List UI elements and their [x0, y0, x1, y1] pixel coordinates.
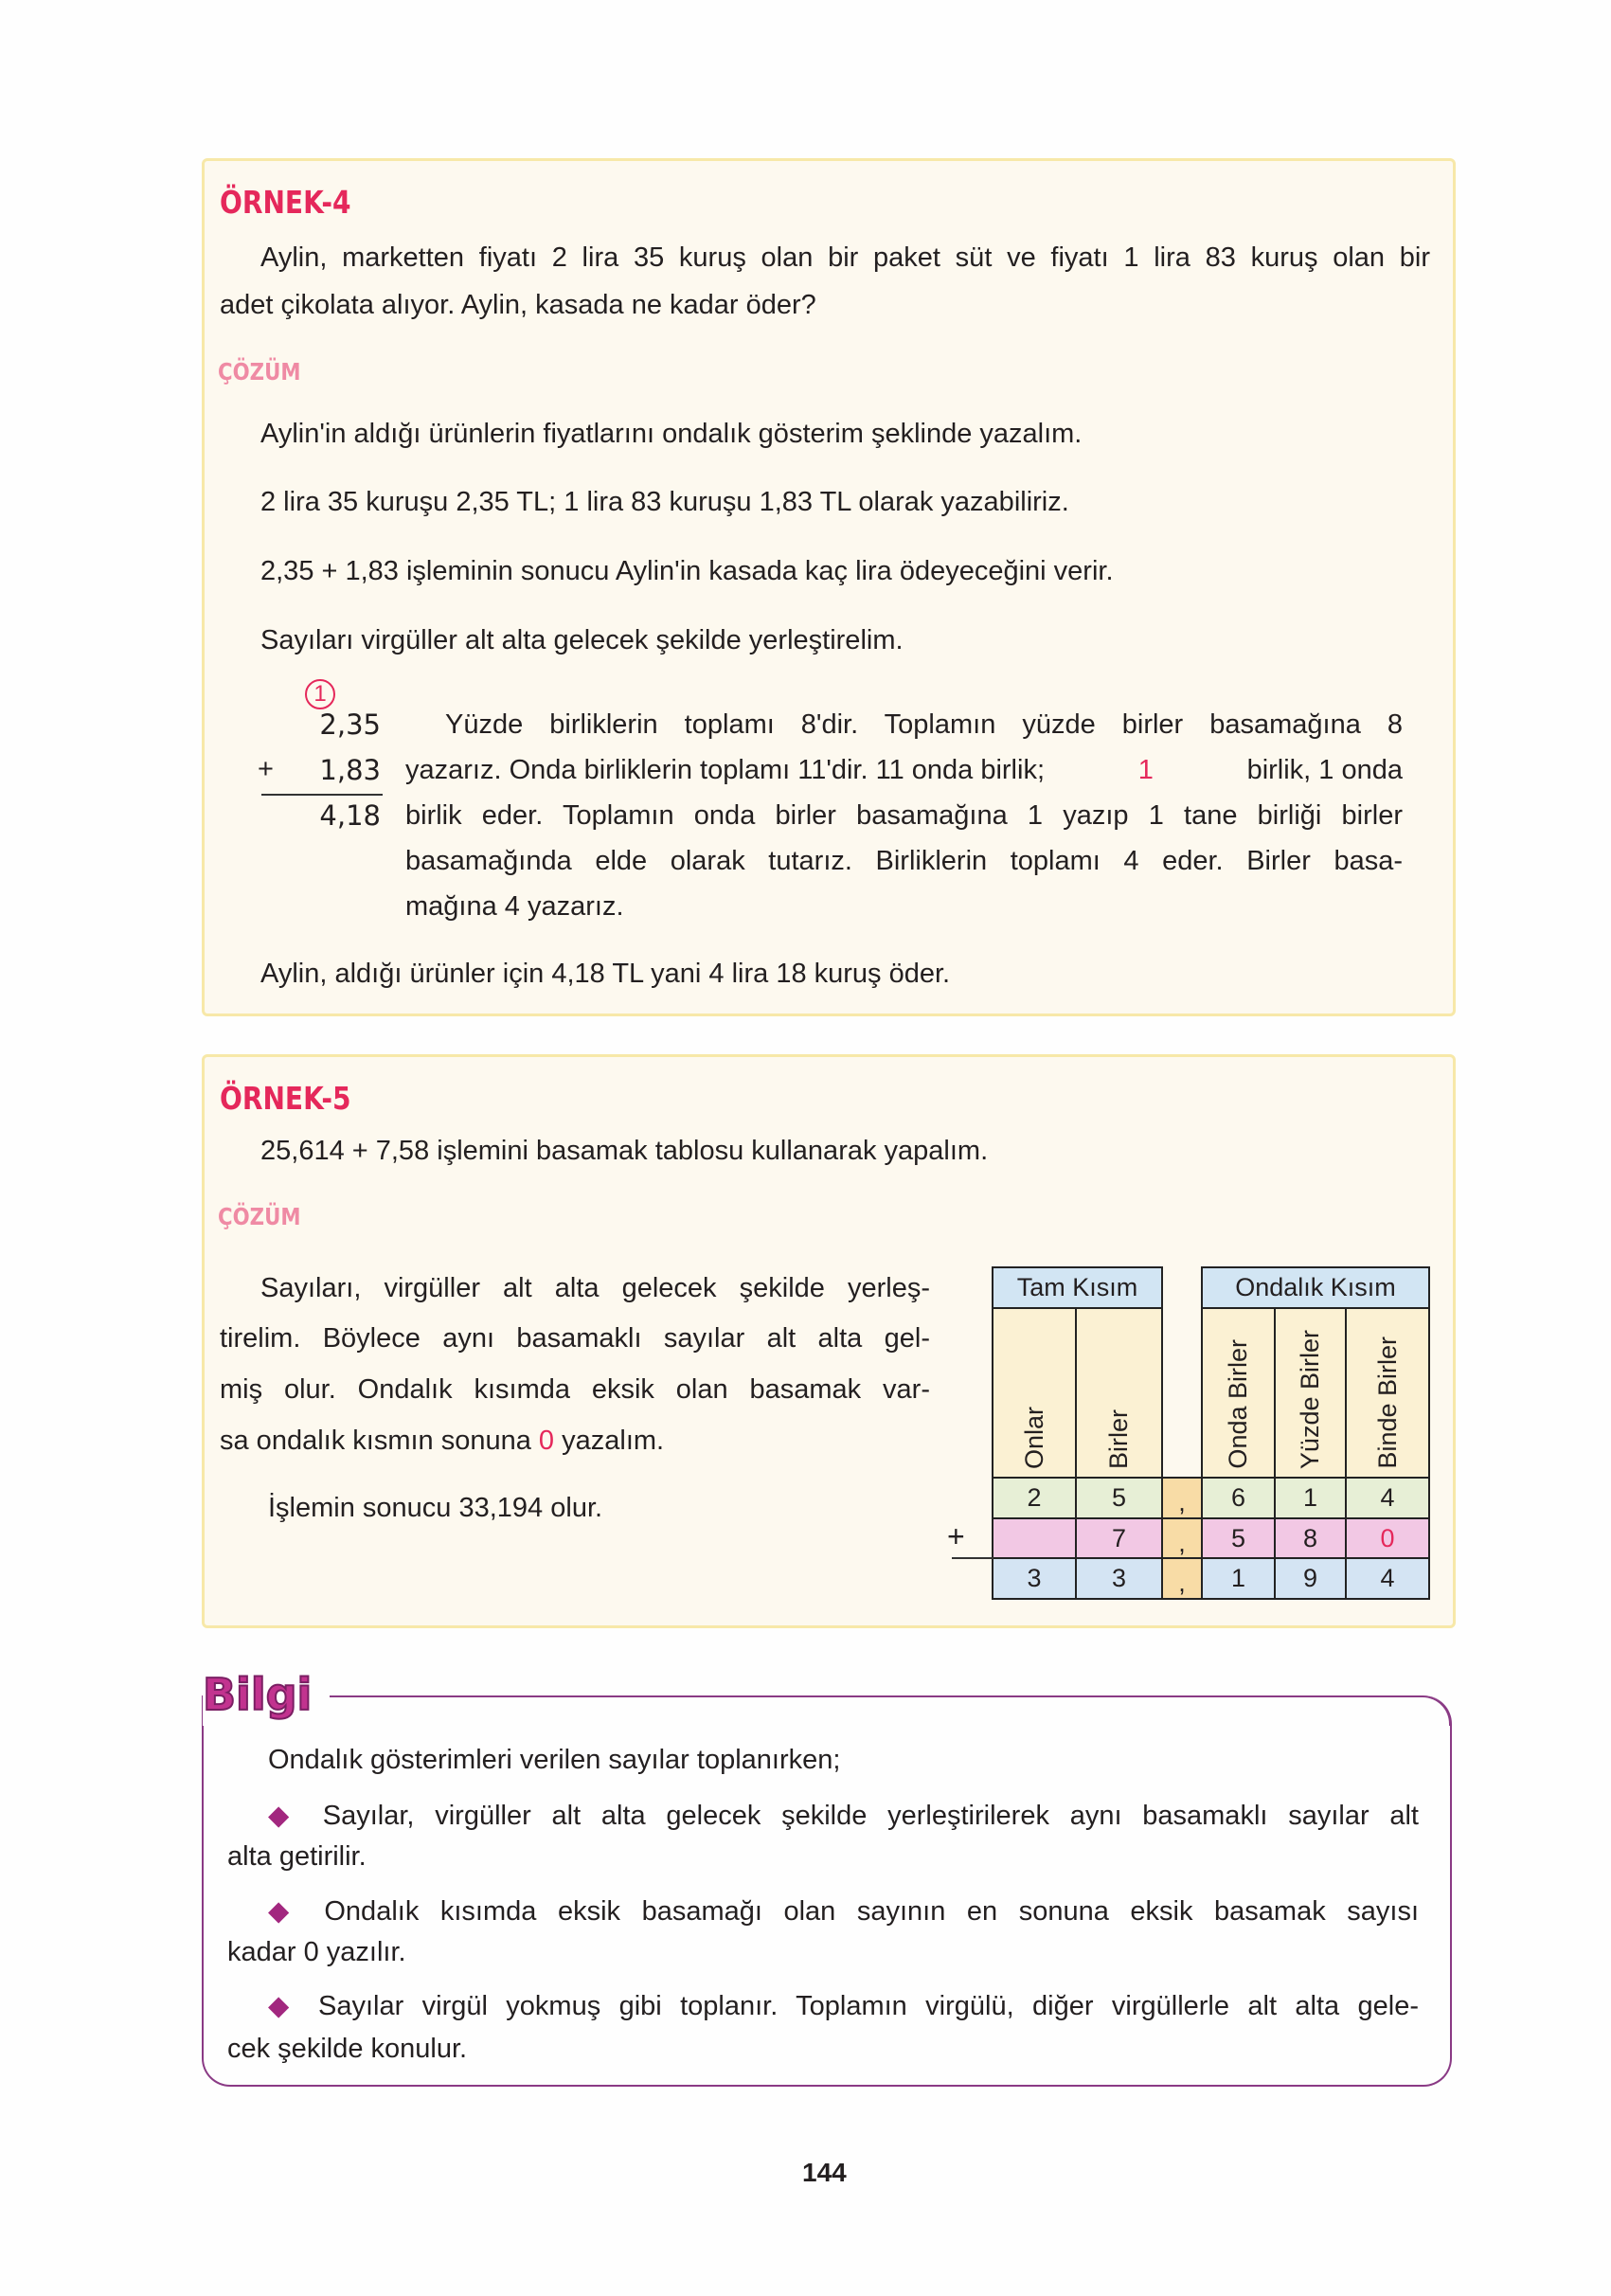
table-cell: 5 — [1075, 1477, 1163, 1519]
example-4-paragraph: 2 lira 35 kuruşu 2,35 TL; 1 lira 83 kuruşu 1,83 TL olarak yazabiliriz. — [260, 487, 1069, 517]
column-header-birler — [1075, 1307, 1163, 1479]
column-header-onlar — [992, 1307, 1077, 1479]
table-cell: 3 — [1075, 1557, 1163, 1600]
example-4-paragraph: Aylin'in aldığı ürünlerin fiyatlarını ondalık gösterim şeklinde yazalım. — [260, 419, 1083, 449]
plus-sign: + — [258, 754, 274, 784]
explanation-line: Yüzde birliklerin toplamı 8'dir. Toplamın yüzde birler basamağına 8 — [445, 709, 1403, 740]
carry-circle — [305, 679, 335, 709]
column-label: Binde Birler — [1372, 1336, 1402, 1469]
group-header-whole: Tam Kısım — [992, 1266, 1163, 1309]
example-4-problem-line2: adet çikolata alıyor. Aylin, kasada ne kadar öder? — [220, 290, 816, 320]
explanation-text: yazarız. Onda birliklerin toplamı 11'dir. 11 onda birlik; — [405, 755, 1046, 785]
column-header-yuzde-birler — [1274, 1307, 1347, 1479]
diamond-bullet-icon: ◆ — [268, 1991, 300, 2021]
red-zero: 0 — [538, 1426, 555, 1456]
info-top-line — [330, 1695, 1424, 1697]
table-cell: 2 — [992, 1477, 1077, 1519]
group-header-decimal: Ondalık Kısım — [1201, 1266, 1430, 1309]
table-cell: 0 — [1345, 1517, 1430, 1560]
column-label: Yüzde Birler — [1296, 1329, 1324, 1469]
diamond-bullet-icon: ◆ — [268, 1801, 302, 1831]
table-cell: 4 — [1345, 1477, 1430, 1519]
comma-cell: , — [1161, 1477, 1203, 1519]
info-text: Ondalık kısımda eksik basamağı olan sayının en sonuna eksik basamak sayısı — [324, 1896, 1420, 1927]
info-text: Sayılar, virgüller alt alta gelecek şekilde yerleştirilerek aynı basamaklı sayılar alt — [322, 1801, 1419, 1831]
example-4-solution-label: ÇÖZÜM — [218, 358, 301, 386]
table-cell: 9 — [1274, 1557, 1347, 1600]
info-top-corner — [1402, 1695, 1451, 1726]
line-text: yazalım. — [562, 1426, 665, 1456]
explanation-red-digit: 1 — [1137, 755, 1154, 785]
table-cell: 3 — [992, 1557, 1077, 1600]
addend-2: 1,83 — [319, 754, 381, 786]
info-item-line — [268, 1800, 1419, 1832]
explanation-line: birlik eder. Toplamın onda birler basamağına 1 yazıp 1 tane birliği birler — [405, 800, 1403, 831]
example-5-result: İşlemin sonucu 33,194 olur. — [268, 1493, 603, 1523]
example-4-title: ÖRNEK-4 — [220, 184, 351, 221]
info-item-line: kadar 0 yazılır. — [227, 1937, 406, 1967]
example-5-solution-label: ÇÖZÜM — [218, 1203, 301, 1230]
example-5-line: miş olur. Ondalık kısımda eksik olan basamak var- — [220, 1374, 930, 1405]
sum-result: 4,18 — [319, 799, 381, 832]
example-5-line: tirelim. Böylece aynı basamaklı sayılar alt alta gel- — [220, 1323, 930, 1354]
example-5-line — [220, 1425, 664, 1457]
comma-cell: , — [1161, 1517, 1203, 1560]
info-item-line — [268, 1895, 1419, 1928]
carry-digit: 1 — [313, 681, 327, 707]
column-label: Birler — [1104, 1408, 1133, 1469]
page-number: 144 — [802, 2158, 847, 2187]
table-sum-line — [952, 1557, 993, 1559]
line-text: sa ondalık kısmın sonuna — [220, 1426, 531, 1456]
table-cell — [992, 1517, 1077, 1560]
column-header-binde-birler — [1345, 1307, 1430, 1479]
table-cell: 5 — [1201, 1517, 1276, 1560]
example-5-title: ÖRNEK-5 — [220, 1080, 351, 1117]
column-header-onda-birler — [1201, 1307, 1276, 1479]
example-4-paragraph: Sayıları virgüller alt alta gelecek şekilde yerleştirelim. — [260, 625, 904, 655]
example-4-conclusion: Aylin, aldığı ürünler için 4,18 TL yani 4 lira 18 kuruş öder. — [260, 959, 951, 989]
table-cell: 4 — [1345, 1557, 1430, 1600]
info-text: Sayılar virgül yokmuş gibi toplanır. Toplamın virgülü, diğer virgüllerle alt alta gele- — [318, 1991, 1419, 2021]
table-plus-sign: + — [947, 1519, 965, 1553]
addend-1: 2,35 — [319, 709, 381, 741]
example-4-box — [202, 158, 1456, 1016]
info-title: Bilgi — [203, 1669, 316, 1726]
sum-line — [261, 794, 383, 796]
explanation-line: mağına 4 yazarız. — [405, 891, 624, 922]
example-5-line: Sayıları, virgüller alt alta gelecek şekilde yerleş- — [260, 1273, 930, 1303]
diamond-bullet-icon: ◆ — [268, 1896, 303, 1927]
example-5-problem: 25,614 + 7,58 işlemini basamak tablosu kullanarak yapalım. — [260, 1136, 989, 1166]
explanation-line: basamağında elde olarak tutarız. Birliklerin toplamı 4 eder. Birler basa- — [405, 846, 1403, 876]
table-cell: 1 — [1274, 1477, 1347, 1519]
table-cell: 6 — [1201, 1477, 1276, 1519]
table-cell: 8 — [1274, 1517, 1347, 1560]
table-cell: 7 — [1075, 1517, 1163, 1560]
explanation-line — [405, 754, 1403, 786]
comma-cell: , — [1161, 1557, 1203, 1600]
column-label: Onda Birler — [1224, 1339, 1252, 1469]
info-intro: Ondalık gösterimleri verilen sayılar toplanırken; — [268, 1745, 841, 1775]
info-item-line — [268, 1990, 1419, 2022]
example-4-problem-line1: Aylin, marketten fiyatı 2 lira 35 kuruş olan bir paket süt ve fiyatı 1 lira 83 kuruş olan bir — [260, 242, 1430, 273]
explanation-text: birlik, 1 onda — [1246, 755, 1403, 785]
column-label: Onlar — [1019, 1406, 1048, 1469]
info-item-line: cek şekilde konulur. — [227, 2034, 468, 2064]
table-cell: 1 — [1201, 1557, 1276, 1600]
info-item-line: alta getirilir. — [227, 1841, 367, 1872]
example-4-paragraph: 2,35 + 1,83 işleminin sonucu Aylin'in kasada kaç lira ödeyeceğini verir. — [260, 556, 1114, 586]
